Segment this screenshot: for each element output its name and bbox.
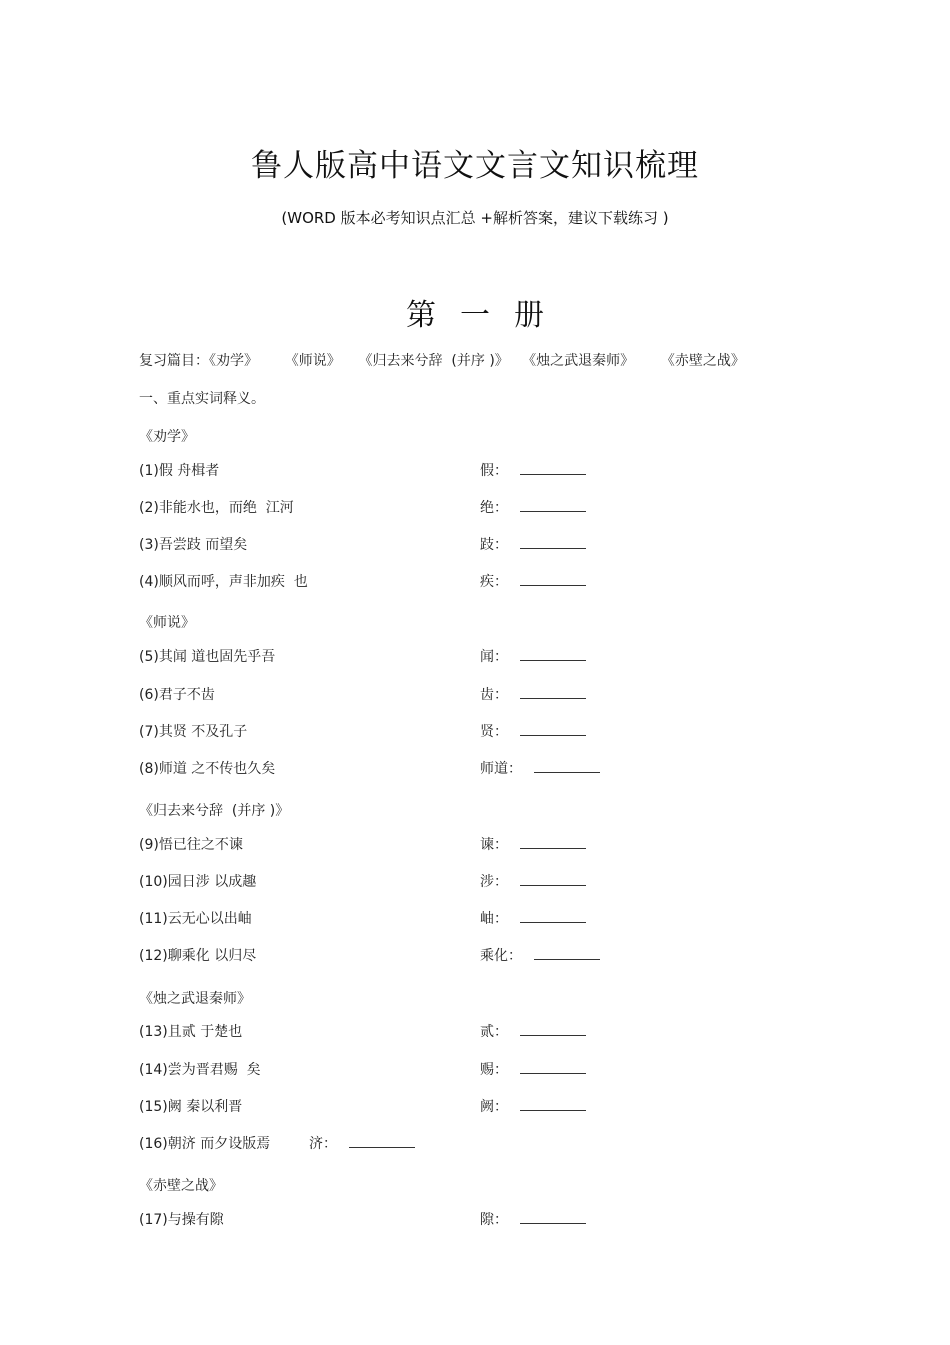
- text-title: 《归去来兮辞 (并序 )》: [139, 803, 290, 819]
- question-item: (13)且贰 于楚也: [139, 1024, 243, 1040]
- answer-field[interactable]: 师道：: [480, 758, 600, 778]
- question-item: (9)悟已往之不谏: [139, 837, 243, 853]
- review-list: 复习篇目：《劝学》 《师说》 《归去来兮辞 (并序 )》 《烛之武退秦师》 《赤壁之战》: [139, 353, 745, 369]
- answer-field[interactable]: 赐：: [480, 1059, 586, 1079]
- text-title: 《劝学》: [139, 429, 195, 445]
- volume-heading: 第一册: [406, 298, 568, 333]
- answer-field[interactable]: 涉：: [480, 871, 586, 891]
- question-item: (16)朝济 而夕设版焉: [139, 1136, 271, 1152]
- answer-field[interactable]: 绝：: [480, 497, 586, 517]
- question-item: (3)吾尝跂 而望矣: [139, 537, 248, 553]
- question-item: (8)师道 之不传也久矣: [139, 761, 276, 777]
- answer-field[interactable]: 齿：: [480, 684, 586, 704]
- question-item: (7)其贤 不及孔子: [139, 724, 248, 740]
- document-title: 鲁人版高中语文文言文知识梳理: [251, 148, 699, 184]
- answer-field[interactable]: 隙：: [480, 1209, 586, 1229]
- text-title: 《烛之武退秦师》: [139, 991, 251, 1007]
- answer-field[interactable]: 谏：: [480, 834, 586, 854]
- section-heading: 一、重点实词释义。: [139, 391, 265, 407]
- text-title: 《师说》: [139, 615, 195, 631]
- question-item: (5)其闻 道也固先乎吾: [139, 649, 276, 665]
- text-title: 《赤壁之战》: [139, 1178, 223, 1194]
- answer-field[interactable]: 岫：: [480, 908, 586, 928]
- question-item: (11)云无心以出岫: [139, 911, 252, 927]
- answer-field[interactable]: 阙：: [480, 1096, 586, 1116]
- answer-field[interactable]: 贰：: [480, 1021, 586, 1041]
- question-item: (10)园日涉 以成趣: [139, 874, 257, 890]
- question-item: (1)假 舟楫者: [139, 463, 220, 479]
- answer-field[interactable]: 假：: [480, 460, 586, 480]
- question-item: (15)阙 秦以利晋: [139, 1099, 243, 1115]
- question-item: (4)顺风而呼，声非加疾 也: [139, 574, 308, 590]
- answer-field[interactable]: 跂：: [480, 534, 586, 554]
- question-item: (14)尝为晋君赐 矣: [139, 1062, 261, 1078]
- question-item: (17)与操有隙: [139, 1212, 224, 1228]
- answer-field[interactable]: 乘化：: [480, 945, 600, 965]
- answer-field[interactable]: 疾：: [480, 571, 586, 591]
- question-item: (12)聊乘化 以归尽: [139, 948, 257, 964]
- document-subtitle: (WORD 版本必考知识点汇总 +解析答案，建议下载练习 ): [281, 209, 669, 227]
- question-item: (2)非能水也，而绝 江河: [139, 500, 294, 516]
- answer-field[interactable]: 贤：: [480, 721, 586, 741]
- question-item: (6)君子不齿: [139, 687, 215, 703]
- answer-field[interactable]: 济：: [309, 1133, 415, 1153]
- answer-field[interactable]: 闻：: [480, 646, 586, 666]
